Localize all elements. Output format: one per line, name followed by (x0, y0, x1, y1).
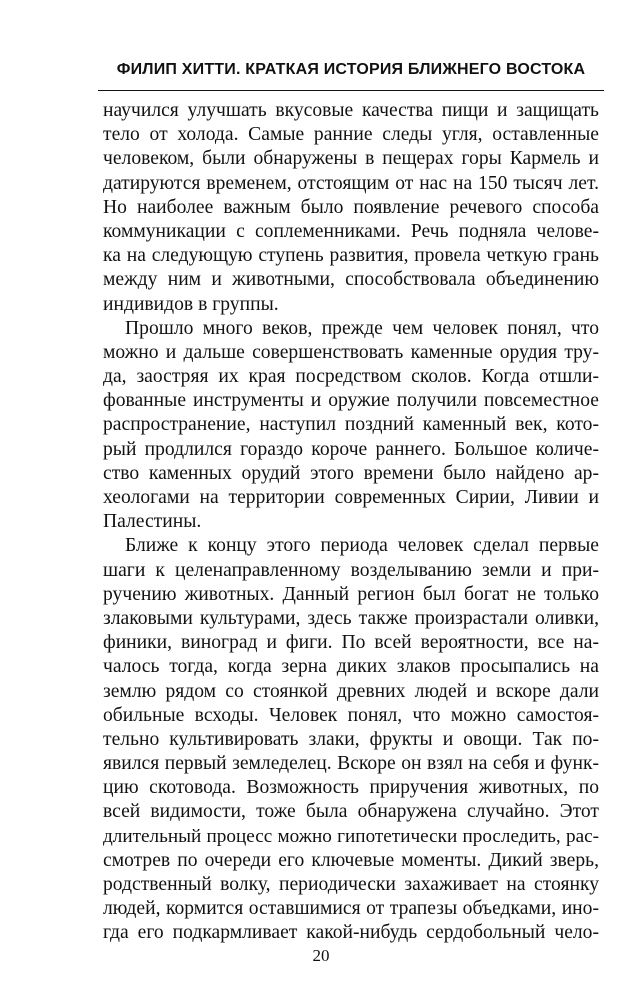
text-line: обильные всходы. Человек понял, что можно самостоя- (103, 704, 599, 726)
text-line: Палестины. (103, 511, 202, 533)
text-line: Прошло много веков, прежде чем человек понял, что (125, 317, 599, 339)
text-line: гда его подкармливает какой-нибудь сердобольный чело- (103, 922, 599, 944)
text-line: можно и дальше совершенствовать каменные орудия тру- (103, 341, 599, 363)
text-line: цию скотовода. Возможность приручения животных, по (103, 777, 599, 799)
text-line: всей видимости, тоже была обнаружена случайно. Этот (103, 801, 599, 823)
text-line: распространение, наступил поздний каменный век, кото- (103, 414, 599, 436)
paragraph-1 (103, 99, 599, 317)
text-line: хеологами на территории современных Сирии, Ливии и (103, 487, 599, 508)
running-header: ФИЛИП ХИТТИ. КРАТКАЯ ИСТОРИЯ БЛИЖНЕГО ВОСТОКА (116, 61, 586, 78)
text-line: смотрев по очереди его ключевые моменты. Дикий зверь, (103, 849, 599, 871)
text-line: ство каменных орудий этого времени было найдено ар- (103, 462, 599, 484)
text-line: датируются временем, отстоящим от нас на 150 тысяч лет. (103, 172, 599, 194)
text-line: коммуникации с соплеменниками. Речь подняла челове- (103, 220, 599, 242)
text-line: шаги к целенаправленному возделыванию земли и при- (103, 559, 599, 581)
text-line: тело от холода. Самые ранние следы угля, оставленные (103, 124, 599, 146)
text-line: между ним и животными, способствовала объединению (103, 269, 599, 291)
text-line: ручению животных. Данный регион был богат не только (103, 583, 599, 605)
text-line: индивидов в группы. (103, 293, 279, 315)
text-line: родственный волку, периодически захаживает на стоянку (103, 874, 599, 895)
body-text (103, 99, 599, 946)
text-line: длительный процесс можно гипотетически проследить, рас- (103, 825, 599, 847)
header-rule (98, 90, 604, 91)
page-number: 20 (312, 946, 330, 965)
text-line: явился первый земледелец. Вскоре он взял на себя и функ- (103, 753, 599, 775)
text-line: человеком, были обнаружены в пещерах горы Кармель и (103, 148, 599, 170)
text-line: людей, кормится оставшимися от трапезы объедками, ино- (103, 898, 599, 920)
text-line: фованные инструменты и оружие получили повсеместное (103, 390, 599, 412)
text-line: Но наиболее важным было появление речевого способа (103, 196, 599, 218)
text-line: рый продлился гораздо короче раннего. Большое количе- (103, 438, 599, 460)
text-line: Ближе к концу этого периода человек сделал первые (125, 535, 599, 557)
text-line: научился улучшать вкусовые качества пищи и защищать (103, 100, 599, 121)
text-line: чалось тогда, когда зерна диких злаков просыпались на (103, 656, 599, 678)
text-line: тельно культивировать злаки, фрукты и овощи. Так по- (103, 728, 599, 750)
text-line: ка на следующую ступень развития, провела четкую грань (103, 245, 599, 267)
text-line: да, заостряя их края посредством сколов. Когда отшли- (103, 366, 599, 388)
text-line: злаковыми культурами, здесь также произрастали оливки, (103, 607, 599, 629)
text-line: финики, виноград и фиги. По всей вероятности, все на- (103, 632, 599, 654)
text-line: землю рядом со стоянкой древних людей и вскоре дали (103, 680, 599, 702)
paragraph-3 (103, 534, 599, 945)
paragraph-2 (103, 317, 599, 535)
